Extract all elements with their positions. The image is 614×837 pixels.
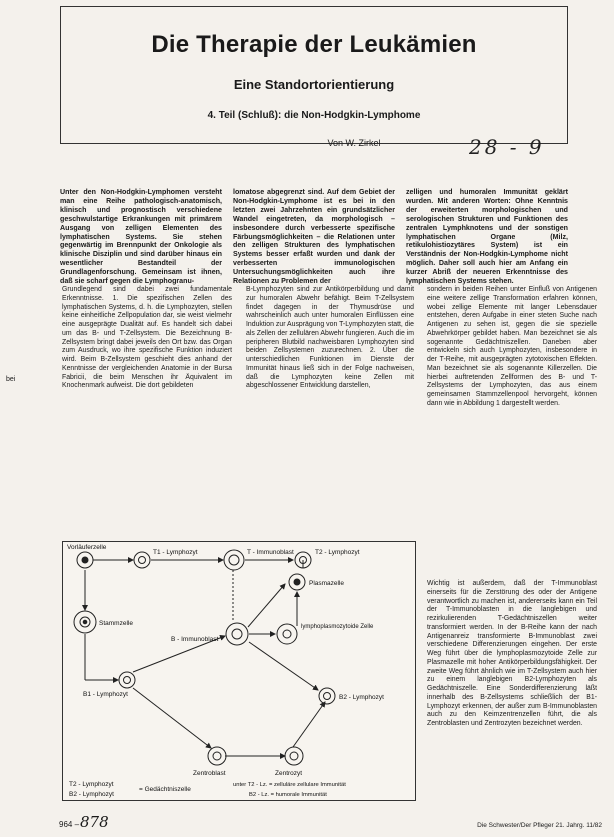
cell-t1 bbox=[134, 552, 150, 568]
body-col-3-bottom: Wichtig ist außerdem, daß der T-Immunoblast einerseits für die Zerstörung des oder der Antigene verantwortlich zu machen ist, andererseits kann ein Teil der T-Immunoblasten in die langlebigen und rezirkulierenden T-Gedächtniszellen weiter transformiert werden. In der B-Reihe kann der nach Antigenanreiz transformierte B-Immunoblast zwei verschiedene Differenzierungen eingehen. Der erste Weg führt über die lymphoplasmozytoide Zelle zur Plasmazelle mit hoher Antikörperbildungsfähigkeit. Der zweite Weg führt ähnlich wie im T-Zellsystem auch hier zu einem langlebigen B2-Lymphozyten als Gedächtniszelle. Eine Sonderdifferenzierung läßt innerhalb des B-Zellsystems schließlich der B1-Lymphozyt erkennen, der außer zum B-Immunoblasten auch zu den Keimzentrenzellen führt, die als Zentroblasten und Zentrozyten bezeichnet werden. bbox=[427, 580, 597, 727]
legend-b2: B2 - Lymphozyt bbox=[69, 791, 114, 798]
arrow-b1-centroblast bbox=[133, 688, 211, 748]
label-b1: B1 - Lymphozyt bbox=[83, 691, 128, 698]
arrow-bimmuno-b2 bbox=[249, 642, 318, 690]
arrow-bimmuno-plasma bbox=[248, 584, 285, 627]
page-number: 964 – bbox=[59, 820, 80, 829]
cell-b1 bbox=[119, 672, 135, 688]
legend-t-note: unter T2 - Lz. = zelluläre zellulare Immunität bbox=[233, 782, 346, 788]
abstract-col-2: lomatose abgegrenzt sind. Auf dem Gebiet der Non-Hodgkin-Lymphome ist es bei in den letzten zwei Jahrzehnten ein grundsätzlicher Wandel eingetreten, da morphologisch – insbesondere durch verbesserte spezifische Färbungsmöglichkeiten – die Relationen unter den zelligen Strukturen des lymphatischen Systems besser erfaßt wurden und dank der verbesserten immunologischen Untersuchungsmöglichkeiten auch ihre Relationen zu Problemen der bbox=[233, 188, 395, 286]
legend-memory: = Gedächtniszelle bbox=[139, 786, 191, 793]
cell-centroblast bbox=[208, 747, 226, 765]
body-col-3-top: sondern in beiden Reihen unter Einfluß von Antigenen eine weitere zellige Transformation erfahren können, wobei zellige Elemente mit langer Lebensdauer entstehen, deren Aufgabe in einer steten Suche nach Antigenen zu sehen ist, gegen die sie spezielle Abwehrkörper gebildet haben. Man bezeichnet sie als sogenannte Gedächtniszellen. Daneben aber entwickeln sich auch Lymphozyten, insbesondere in der T-Reihe, mit ausgeprägten zytotoxischen Effekten. Man bezeichnet sie als sogenannte Killerzellen. Die hierbei auftretenden Zellformen des B- und T-Zellsystems der Lymphozyten, das aus einem gemeinsamen Stammzellenpool hervorgeht, können dann wie in Abbildung 1 dargestellt werden. bbox=[427, 286, 597, 407]
handwritten-page-number: 878 bbox=[80, 813, 109, 831]
label-centrocyte: Zentrozyt bbox=[275, 770, 303, 777]
cell-centrocyte bbox=[285, 747, 303, 765]
cell-b-immunoblast bbox=[226, 623, 248, 645]
label-stem: Stammzelle bbox=[99, 620, 133, 627]
article-subtitle: Eine Standortorientierung bbox=[233, 77, 395, 92]
label-plasma: Plasmazelle bbox=[309, 580, 345, 587]
arrow-centrocyte-b2 bbox=[293, 702, 325, 747]
label-t-immunoblast: T - Immunoblast bbox=[247, 549, 294, 556]
article-part: 4. Teil (Schluß): die Non-Hodgkin-Lymphome bbox=[207, 110, 421, 121]
body-col-1: Grundlegend sind dabei zwei fundamentale Erkenntnisse. 1. Die spezifischen Zellen des lymphatischen Systems, d. h. die Lymphozyten, stellen keine einheitliche Zellpopulation dar, sie weist vielmehr eine ausgeprägte Dualität auf. Es handelt sich dabei um das B- und T-Zellsystem. Die Bezeichnung B-Zellsystem bringt dabei jeweils den Ort bzw. das Organ zum Ausdruck, wo ihre spezifische Funktion induziert wird. Beim B-Zellsystem geschieht dies anhand der Kenntnisse der vergleichenden Anatomie in der Bursa Fabricii, die beim Menschen ihr Äquivalent im Knochenmark aufweist. Die dort gebildeten bbox=[62, 286, 232, 390]
label-t2: T2 - Lymphozyt bbox=[315, 549, 360, 556]
title-box bbox=[60, 6, 568, 159]
legend-b-note: B2 - Lz. = humorale Immunität bbox=[249, 792, 327, 798]
article-author: Von W. Zirkel bbox=[327, 138, 381, 148]
diagram-svg bbox=[63, 542, 417, 802]
label-b-immunoblast: B - Immunoblast bbox=[171, 636, 219, 643]
label-centroblast: Zentroblast bbox=[193, 770, 226, 777]
cell-lymphoplasmo bbox=[277, 624, 297, 644]
cell-t-immunoblast bbox=[224, 550, 244, 570]
legend-t2: T2 - Lymphozyt bbox=[69, 781, 114, 788]
handwritten-note: 28 - 9 bbox=[469, 135, 545, 159]
label-lymphoplasmo: lymphoplasmozytoide Zelle bbox=[301, 624, 374, 630]
article-title: Die Therapie der Leukämien bbox=[151, 31, 477, 58]
margin-mark: bei bbox=[6, 376, 16, 383]
label-t1: T1 - Lymphozyt bbox=[153, 549, 198, 556]
cell-b2 bbox=[319, 688, 335, 704]
abstract-col-3: zelligen und humoralen Immunität geklärt wurden. Mit anderen Worten: Ohne Kenntnis der erweiterten morphologischen und serologischen Strukturen und Funktionen des zentralen Lymphknotens und der sonstigen lymphatischen Organe (Milz, retikulohistiozytäres System) ist ein Verständnis der Non-Hodgkin-Lymphome nicht möglich. Daher soll auch hier am Anfang ein kurzer Abriß der neueren Erkenntnisse des lymphatischen Systems stehen. bbox=[406, 188, 568, 286]
figure-lymphocyte-diagram bbox=[62, 541, 416, 801]
journal-footer: Die Schwester/Der Pfleger 21. Jahrg. 11/82 bbox=[477, 822, 602, 829]
label-precursor: Vorläuferzelle bbox=[67, 544, 107, 551]
abstract bbox=[60, 188, 570, 286]
body-col-2: B-Lymphozyten sind zur Antikörperbildung und damit zur humoralen Abwehr befähigt. Beim T-Zellsystem findet dagegen in der Thymusdrüse und wahrscheinlich auch unter humoralen Einflüssen eine Induktion zur Ausprägung von T-Lymphozyten statt, die als Zellen der zellulären Abwehr fungieren. Auch die im peripheren Blutbild nachweisbaren Lymphozyten sind beiden Zellsystemen zuzurechnen. 2. Über die unterschiedlichen Funktionen im Dienste der Immunität hinaus ließ sich in der Folge nachweisen, daß die Lymphozyten keine Zellen mit abgeschlossener Entwicklung darstellen, bbox=[246, 286, 414, 390]
abstract-col-1: Unter den Non-Hodgkin-Lymphomen versteht man eine Reihe pathologisch-anatomisch, klinisch und prognostisch verschiedene geschwulstartige Erkrankungen mit primärem Ausgang von zelligen Elementen des lymphatischen Systems. Sie stehen gegenwärtig im Brennpunkt der Onkologie als klinische Disziplin und sind darüber hinaus ein wesentlicher Bestandteil der Grundlagenforschung. Gemeinsam ist ihnen, daß sie scharf gegen die Lymphogranu- bbox=[60, 188, 222, 286]
label-b2: B2 - Lymphozyt bbox=[339, 694, 384, 701]
